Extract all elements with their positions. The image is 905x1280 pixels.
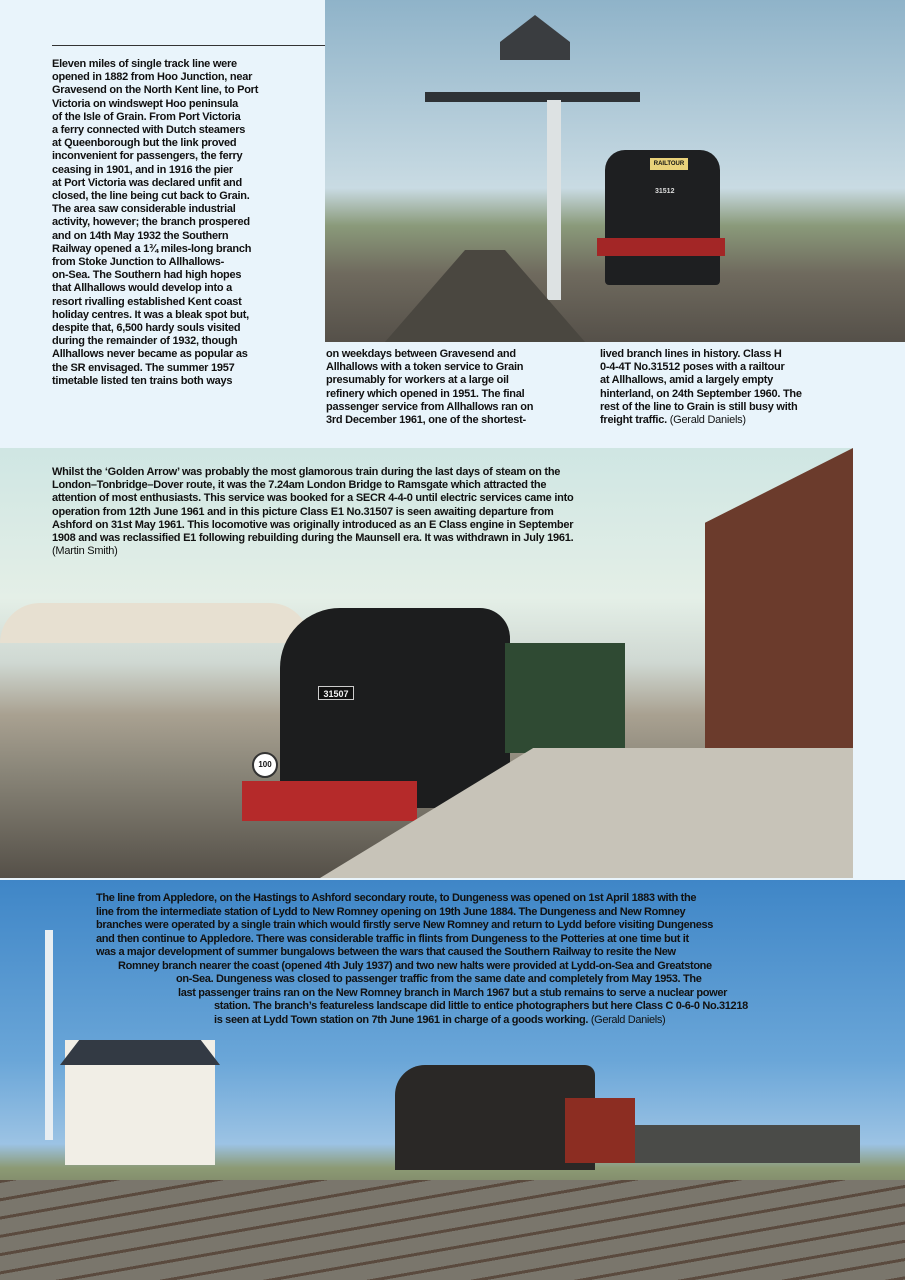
brick-building — [705, 448, 853, 788]
intro-text-continued — [326, 348, 533, 427]
photo-credit: (Gerald Daniels) — [590, 1013, 666, 1026]
locomotive — [605, 150, 720, 285]
text-line: attention of most enthusiasts. This service was booked for a SECR 4-4-0 until electric services came into — [52, 492, 574, 505]
text-line: of the Isle of Grain. From Port Victoria — [52, 110, 241, 123]
text-line: hinterland, on 24th September 1960. The — [600, 387, 802, 400]
text-line: on weekdays between Gravesend and — [326, 348, 516, 360]
text-line: that Allhallows would develop into a — [52, 282, 233, 295]
text-line: during the remainder of 1932, though — [52, 335, 238, 348]
text-line: closed, the line being cut back to Grain. — [52, 190, 250, 203]
text-line: Railway opened a 1¾ miles-long branch — [52, 242, 252, 255]
text-line: Ashford on 31st May 1961. This locomotive was originally introduced as an E Class engine in September — [52, 518, 574, 531]
water-tank — [500, 15, 570, 60]
text-line: was a major development of summer bungalows between the wars that caused the Southern Railway to resite the New — [96, 946, 676, 958]
text-line: at Allhallows, amid a largely empty — [600, 374, 774, 387]
text-line: Romney branch nearer the coast (opened 4th July 1937) and two new halts were provided at Lydd-on-Sea and Greatstone — [118, 959, 712, 972]
photo-credit: (Gerald Daniels) — [669, 414, 746, 427]
text-line: a ferry connected with Dutch steamers — [52, 124, 246, 137]
text-line: branches were operated by a single train which would firstly serve New Romney and return to Lydd before visiting Dungeness — [96, 919, 714, 931]
carriages — [505, 643, 625, 753]
buffer-beam — [597, 238, 725, 256]
text-line: inconvenient for passengers, the ferry — [52, 150, 243, 163]
text-line: timetable listed ten trains both ways — [52, 374, 233, 387]
signal-gantry — [425, 92, 640, 102]
buffer-beam — [242, 781, 417, 821]
column-rule — [52, 45, 325, 46]
text-line-text: is seen at Lydd Town station on 7th June 1961 in charge of a goods working. — [214, 1013, 589, 1026]
text-line: last passenger trains ran on the New Romney branch in March 1967 but a stub remains to serve a nuclear power — [178, 986, 728, 999]
text-line: operation from 12th June 1961 and in this picture Class E1 No.31507 is seen awaiting departure from — [52, 505, 554, 518]
photo-credit: (Martin Smith) — [52, 545, 118, 558]
intro-text — [52, 58, 258, 388]
text-line: from Stoke Junction to Allhallows- — [52, 256, 224, 269]
tracks — [0, 1180, 905, 1280]
text-line: the SR envisaged. The summer 1957 — [52, 361, 235, 374]
text-line: holiday centres. It was a bleak spot but, — [52, 308, 249, 321]
text-line: resort rivalling established Kent coast — [52, 295, 242, 308]
photo2-caption — [52, 466, 573, 558]
text-line: The line from Appledore, on the Hastings to Ashford secondary route, to Dungeness was opened on 1st April 1883 with the — [96, 892, 697, 904]
text-line: at Queenborough but the link proved — [52, 137, 237, 150]
photo-allhallows — [325, 0, 905, 342]
text-line: and on 14th May 1932 the Southern — [52, 229, 229, 242]
text-line: Allhallows never became as popular as — [52, 348, 248, 361]
text-line: station. The branch’s featureless landscape did little to entice photographers but here Class C 0-6-0 No.31218 — [214, 1000, 748, 1012]
text-line: despite that, 6,500 hardy souls visited — [52, 322, 241, 335]
text-line: Eleven miles of single track line were — [52, 58, 237, 70]
locomotive — [280, 608, 510, 808]
brake-van — [565, 1098, 635, 1163]
text-line: activity, however; the branch prospered — [52, 216, 250, 229]
text-line: presumably for workers at a large oil — [326, 374, 509, 387]
text-line: on-Sea. Dungeness was closed to passenger traffic from the same date and completely from May 1953. The — [176, 973, 702, 985]
signal-post — [45, 930, 53, 1140]
text-line: London–Tonbridge–Dover route, it was the 7.24am London Bridge to Ramsgate which attracted the — [52, 479, 547, 492]
wagons — [635, 1125, 860, 1163]
text-line: Gravesend on the North Kent line, to Port — [52, 84, 259, 97]
text-line: The area saw considerable industrial — [52, 203, 236, 216]
text-line: Allhallows with a token service to Grain — [326, 361, 524, 374]
text-line — [600, 414, 802, 427]
text-line: rest of the line to Grain is still busy with — [600, 400, 798, 413]
text-line: 1908 and was reclassified E1 following rebuilding during the Maunsell era. It was withdrawn in July 1961. — [52, 532, 574, 545]
text-line: 0-4-4T No.31512 poses with a railtour — [600, 361, 785, 374]
loco-number: 31512 — [655, 188, 675, 195]
text-line: Whilst the ‘Golden Arrow’ was probably the most glamorous train during the last days of steam on the — [52, 466, 561, 478]
text-line: opened in 1882 from Hoo Junction, near — [52, 71, 253, 84]
text-line: Victoria on windswept Hoo peninsula — [52, 97, 239, 110]
text-line: lived branch lines in history. Class H — [600, 348, 782, 360]
photo1-caption — [600, 348, 802, 427]
headboard: RAILTOUR — [650, 158, 688, 170]
speed-sign: 100 — [252, 752, 278, 778]
signal-post — [547, 100, 561, 300]
station-canopy — [0, 603, 310, 643]
text-line — [96, 1014, 748, 1028]
signal-box-roof — [60, 1040, 220, 1065]
loco-number-plate: 31507 — [318, 686, 354, 700]
text-line: 3rd December 1961, one of the shortest- — [326, 414, 526, 427]
text-line: passenger service from Allhallows ran on — [326, 400, 534, 413]
text-line: on-Sea. The Southern had high hopes — [52, 269, 242, 282]
text-line: and then continue to Appledore. There was considerable traffic in flints from Dungeness to the Potteries at one time but it — [96, 932, 689, 945]
text-line: refinery which opened in 1951. The final — [326, 387, 525, 400]
text-line-text: freight traffic. — [600, 414, 667, 427]
photo3-caption — [96, 892, 748, 1027]
text-line: at Port Victoria was declared unfit and — [52, 176, 242, 189]
text-line: line from the intermediate station of Lydd to New Romney opening on 19th June 1884. The Dungeness and New Romney — [96, 905, 686, 918]
text-line: ceasing in 1901, and in 1916 the pier — [52, 163, 233, 176]
